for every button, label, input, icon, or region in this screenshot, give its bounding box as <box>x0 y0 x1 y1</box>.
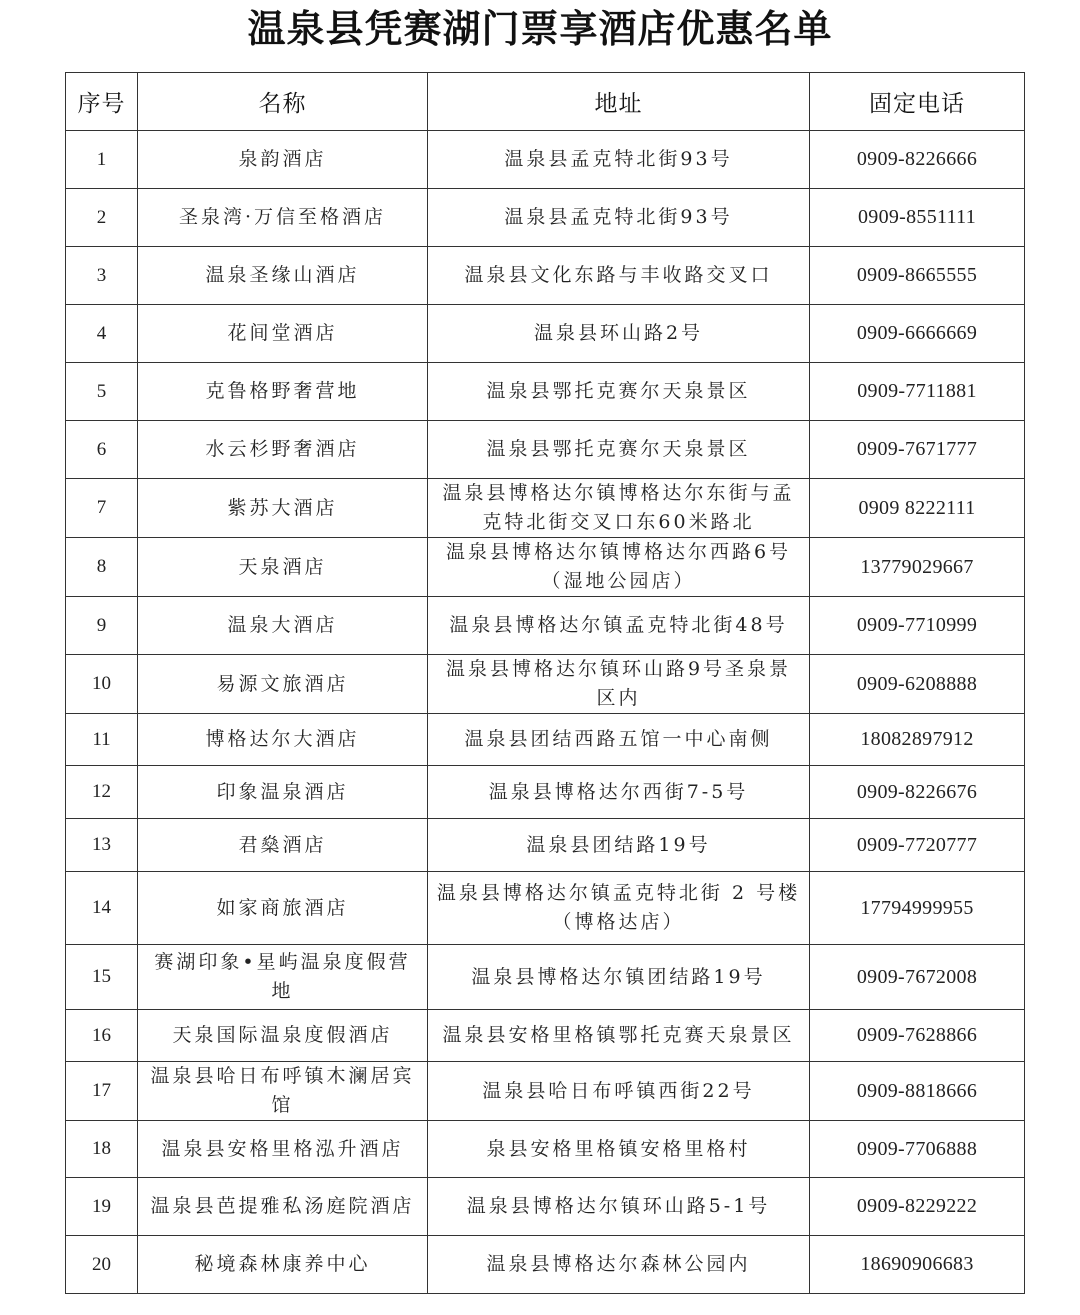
row-number: 4 <box>66 305 138 363</box>
table-row <box>66 714 1025 766</box>
table-row <box>66 945 1025 1010</box>
hotel-address: 温泉县环山路2号 <box>428 305 810 363</box>
hotel-address: 温泉县博格达尔镇环山路5-1号 <box>428 1178 810 1236</box>
table-row <box>66 479 1025 538</box>
row-number: 13 <box>66 819 138 872</box>
header-name: 名称 <box>138 73 428 131</box>
hotel-discount-table <box>65 72 1025 1294</box>
table-row <box>66 1062 1025 1121</box>
hotel-address: 温泉县博格达尔镇团结路19号 <box>428 945 810 1010</box>
hotel-phone: 0909-7710999 <box>810 597 1025 655</box>
row-number: 2 <box>66 189 138 247</box>
table-row <box>66 1010 1025 1062</box>
hotel-phone: 0909-8226676 <box>810 766 1025 819</box>
hotel-phone: 0909-7672008 <box>810 945 1025 1010</box>
hotel-address: 温泉县博格达尔森林公园内 <box>428 1236 810 1294</box>
row-number: 1 <box>66 131 138 189</box>
table-row <box>66 819 1025 872</box>
hotel-name: 温泉圣缘山酒店 <box>138 247 428 305</box>
row-number: 3 <box>66 247 138 305</box>
row-number: 20 <box>66 1236 138 1294</box>
hotel-phone: 0909-6208888 <box>810 655 1025 714</box>
table-row <box>66 655 1025 714</box>
hotel-phone: 0909-6666669 <box>810 305 1025 363</box>
row-number: 15 <box>66 945 138 1010</box>
page-title: 温泉县凭赛湖门票享酒店优惠名单 <box>247 7 833 51</box>
hotel-address: 温泉县博格达尔镇孟克特北街 2 号楼（博格达店） <box>428 872 810 945</box>
hotel-address: 温泉县孟克特北街93号 <box>428 131 810 189</box>
table-row <box>66 131 1025 189</box>
row-number: 5 <box>66 363 138 421</box>
hotel-phone: 0909-8551111 <box>810 189 1025 247</box>
row-number: 7 <box>66 479 138 538</box>
table-row <box>66 872 1025 945</box>
row-number: 8 <box>66 538 138 597</box>
hotel-phone: 0909 8222111 <box>810 479 1025 538</box>
hotel-phone: 0909-7720777 <box>810 819 1025 872</box>
table-row <box>66 421 1025 479</box>
hotel-phone: 17794999955 <box>810 872 1025 945</box>
hotel-name: 紫苏大酒店 <box>138 479 428 538</box>
hotel-name: 君燊酒店 <box>138 819 428 872</box>
hotel-phone: 0909-7628866 <box>810 1010 1025 1062</box>
hotel-phone: 0909-8818666 <box>810 1062 1025 1121</box>
hotel-phone: 0909-8229222 <box>810 1178 1025 1236</box>
row-number: 11 <box>66 714 138 766</box>
table-body <box>66 131 1025 1294</box>
row-number: 16 <box>66 1010 138 1062</box>
row-number: 18 <box>66 1121 138 1178</box>
table-row <box>66 189 1025 247</box>
hotel-name: 圣泉湾·万信至格酒店 <box>138 189 428 247</box>
hotel-address: 温泉县鄂托克赛尔天泉景区 <box>428 421 810 479</box>
row-number: 19 <box>66 1178 138 1236</box>
hotel-phone: 0909-7706888 <box>810 1121 1025 1178</box>
hotel-address: 泉县安格里格镇安格里格村 <box>428 1121 810 1178</box>
table-row <box>66 305 1025 363</box>
header-phone: 固定电话 <box>810 73 1025 131</box>
table-row <box>66 766 1025 819</box>
row-number: 9 <box>66 597 138 655</box>
table-row <box>66 1121 1025 1178</box>
hotel-name: 博格达尔大酒店 <box>138 714 428 766</box>
hotel-name: 如家商旅酒店 <box>138 872 428 945</box>
hotel-name: 秘境森林康养中心 <box>138 1236 428 1294</box>
hotel-name: 温泉大酒店 <box>138 597 428 655</box>
hotel-address: 温泉县博格达尔西街7-5号 <box>428 766 810 819</box>
hotel-phone: 18690906683 <box>810 1236 1025 1294</box>
hotel-address: 温泉县安格里格镇鄂托克赛天泉景区 <box>428 1010 810 1062</box>
hotel-name: 克鲁格野奢营地 <box>138 363 428 421</box>
table-row <box>66 247 1025 305</box>
row-number: 6 <box>66 421 138 479</box>
hotel-name: 印象温泉酒店 <box>138 766 428 819</box>
hotel-name: 泉韵酒店 <box>138 131 428 189</box>
hotel-phone: 0909-8665555 <box>810 247 1025 305</box>
hotel-name: 温泉县安格里格泓升酒店 <box>138 1121 428 1178</box>
row-number: 10 <box>66 655 138 714</box>
hotel-address: 温泉县博格达尔镇博格达尔西路6号（湿地公园店） <box>428 538 810 597</box>
table-row <box>66 1236 1025 1294</box>
hotel-name: 水云杉野奢酒店 <box>138 421 428 479</box>
row-number: 17 <box>66 1062 138 1121</box>
hotel-name: 天泉国际温泉度假酒店 <box>138 1010 428 1062</box>
table-row <box>66 538 1025 597</box>
hotel-address: 温泉县文化东路与丰收路交叉口 <box>428 247 810 305</box>
hotel-phone: 0909-7711881 <box>810 363 1025 421</box>
row-number: 12 <box>66 766 138 819</box>
hotel-name: 温泉县芭提雅私汤庭院酒店 <box>138 1178 428 1236</box>
hotel-name: 天泉酒店 <box>138 538 428 597</box>
hotel-phone: 18082897912 <box>810 714 1025 766</box>
header-address: 地址 <box>428 73 810 131</box>
table-row <box>66 1178 1025 1236</box>
table-row <box>66 363 1025 421</box>
row-number: 14 <box>66 872 138 945</box>
hotel-address: 温泉县博格达尔镇博格达尔东街与孟克特北街交叉口东60米路北 <box>428 479 810 538</box>
hotel-name: 赛湖印象•星屿温泉度假营地 <box>138 945 428 1010</box>
hotel-phone: 0909-7671777 <box>810 421 1025 479</box>
header-number: 序号 <box>66 73 138 131</box>
hotel-address: 温泉县孟克特北街93号 <box>428 189 810 247</box>
hotel-address: 温泉县博格达尔镇环山路9号圣泉景区内 <box>428 655 810 714</box>
hotel-address: 温泉县鄂托克赛尔天泉景区 <box>428 363 810 421</box>
hotel-phone: 0909-8226666 <box>810 131 1025 189</box>
table-header-row <box>66 73 1025 131</box>
hotel-phone: 13779029667 <box>810 538 1025 597</box>
hotel-name: 温泉县哈日布呼镇木澜居宾馆 <box>138 1062 428 1121</box>
hotel-address: 温泉县博格达尔镇孟克特北街48号 <box>428 597 810 655</box>
table-row <box>66 597 1025 655</box>
hotel-address: 温泉县团结路19号 <box>428 819 810 872</box>
hotel-name: 易源文旅酒店 <box>138 655 428 714</box>
hotel-address: 温泉县哈日布呼镇西街22号 <box>428 1062 810 1121</box>
hotel-name: 花间堂酒店 <box>138 305 428 363</box>
hotel-address: 温泉县团结西路五馆一中心南侧 <box>428 714 810 766</box>
